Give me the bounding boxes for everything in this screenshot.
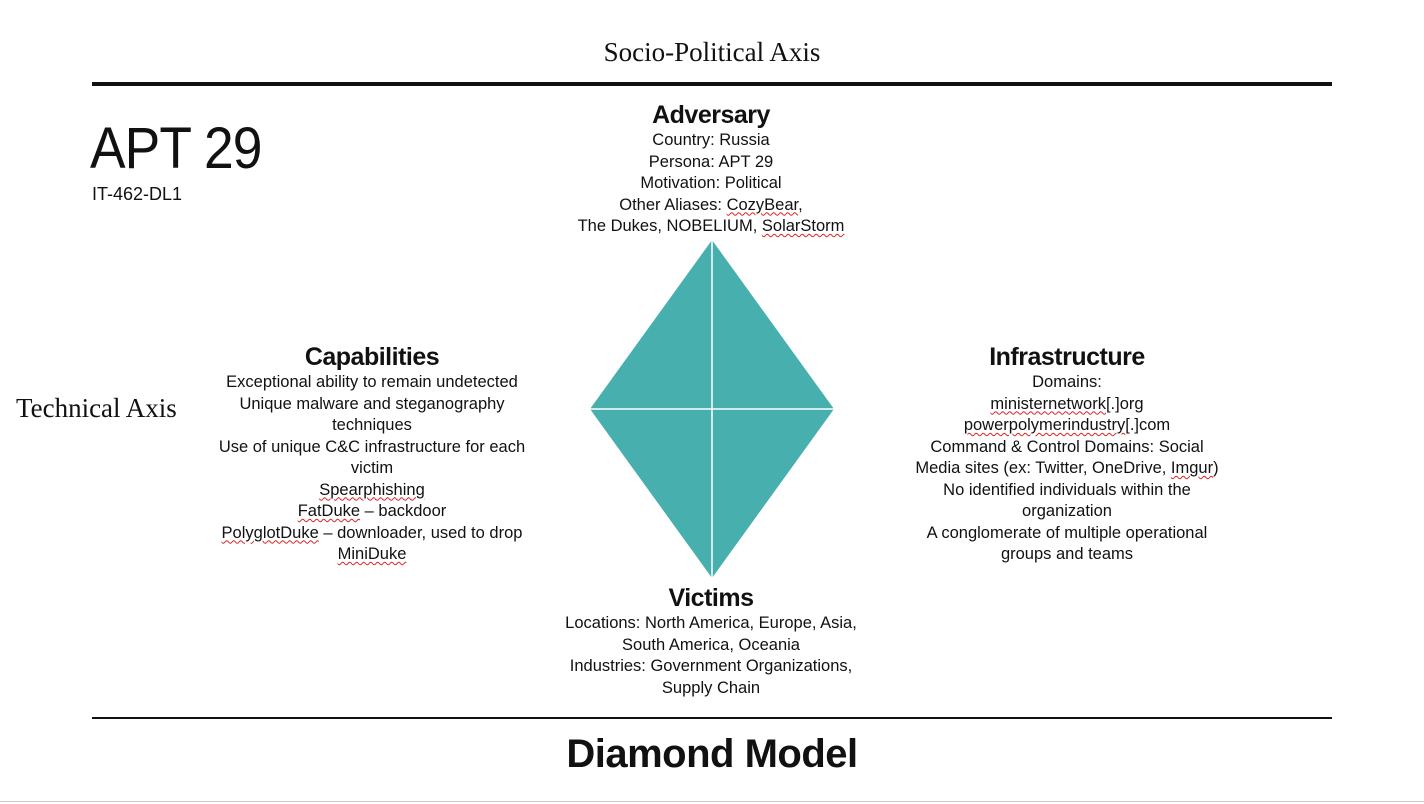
capabilities-block (218, 342, 526, 566)
fatduke-desc: – backdoor (360, 502, 447, 520)
conglomerate: A conglomerate of multiple operational groups and teams (926, 523, 1208, 563)
aliases-line2-prefix: The Dukes, NOBELIUM, (577, 217, 762, 235)
adversary-country: Country: Russia (652, 131, 770, 149)
aliases-comma: , (798, 195, 803, 214)
course-code: IT-462-DL1 (92, 184, 183, 204)
capability-spearphishing (218, 480, 526, 502)
adversary-block (560, 100, 862, 238)
domain1-name: ministernetwork (990, 394, 1106, 413)
page-edge-line (0, 801, 1424, 802)
diamond-model-title: Diamond Model (566, 732, 858, 776)
adversary-aliases-line-2 (560, 216, 862, 238)
diamond-shape (588, 240, 836, 580)
capability-undetected: Exceptional ability to remain undetected (226, 373, 518, 391)
domain2-suffix: [.]com (1125, 416, 1171, 434)
victims-heading: Victims (668, 584, 754, 612)
polyglotduke-text: PolyglotDuke (221, 523, 319, 542)
top-divider (92, 82, 1332, 86)
domain2-name: powerpolymerindustry (963, 416, 1126, 434)
socio-political-axis-label: Socio-Political Axis (603, 37, 821, 67)
capabilities-heading: Capabilities (304, 343, 440, 371)
adversary-persona: Persona: APT 29 (648, 152, 774, 171)
capability-polyglotduke (218, 523, 526, 566)
fatduke-text: FatDuke (297, 502, 361, 520)
spearphishing-text: Spearphishing (319, 480, 425, 499)
victims-block (560, 583, 862, 699)
adversary-aliases-line (560, 195, 862, 217)
alias-cozybear: CozyBear (726, 195, 799, 214)
domain-powerpolymerindustry (912, 415, 1222, 437)
alias-solarstorm: SolarStorm (761, 217, 845, 235)
no-individuals: No identified individuals within the organization (943, 480, 1191, 520)
adversary-heading: Adversary (652, 101, 770, 129)
apt-title: APT 29 (90, 116, 262, 181)
domain-ministernetwork (912, 394, 1222, 416)
infrastructure-block (912, 342, 1222, 566)
domain1-suffix: [.]org (1105, 394, 1144, 413)
cc-close: ) (1213, 459, 1219, 477)
technical-axis-label: Technical Axis (16, 393, 177, 423)
capability-fatduke (218, 501, 526, 523)
domains-label: Domains: (1032, 373, 1102, 391)
victim-industries: Industries: Government Organizations, Supply Chain (569, 657, 853, 697)
bottom-divider (92, 717, 1332, 719)
cc-line-text: Command & Control Domains: Social Media sites (ex: Twitter, OneDrive, (915, 437, 1204, 477)
adversary-motivation: Motivation: Political (640, 174, 782, 192)
imgur-text: Imgur (1170, 459, 1214, 477)
cc-domains (912, 437, 1222, 480)
victim-locations: Locations: North America, Europe, Asia, South America, Oceania (565, 614, 857, 654)
polyglotduke-desc: – downloader, used to drop (318, 523, 523, 542)
aliases-prefix: Other Aliases: (619, 195, 727, 214)
infrastructure-heading: Infrastructure (989, 343, 1145, 371)
capability-cc-infrastructure: Use of unique C&C infrastructure for each victim (218, 437, 526, 477)
miniduke-text: MiniDuke (337, 545, 407, 563)
capability-malware: Unique malware and steganography techniques (239, 394, 505, 434)
